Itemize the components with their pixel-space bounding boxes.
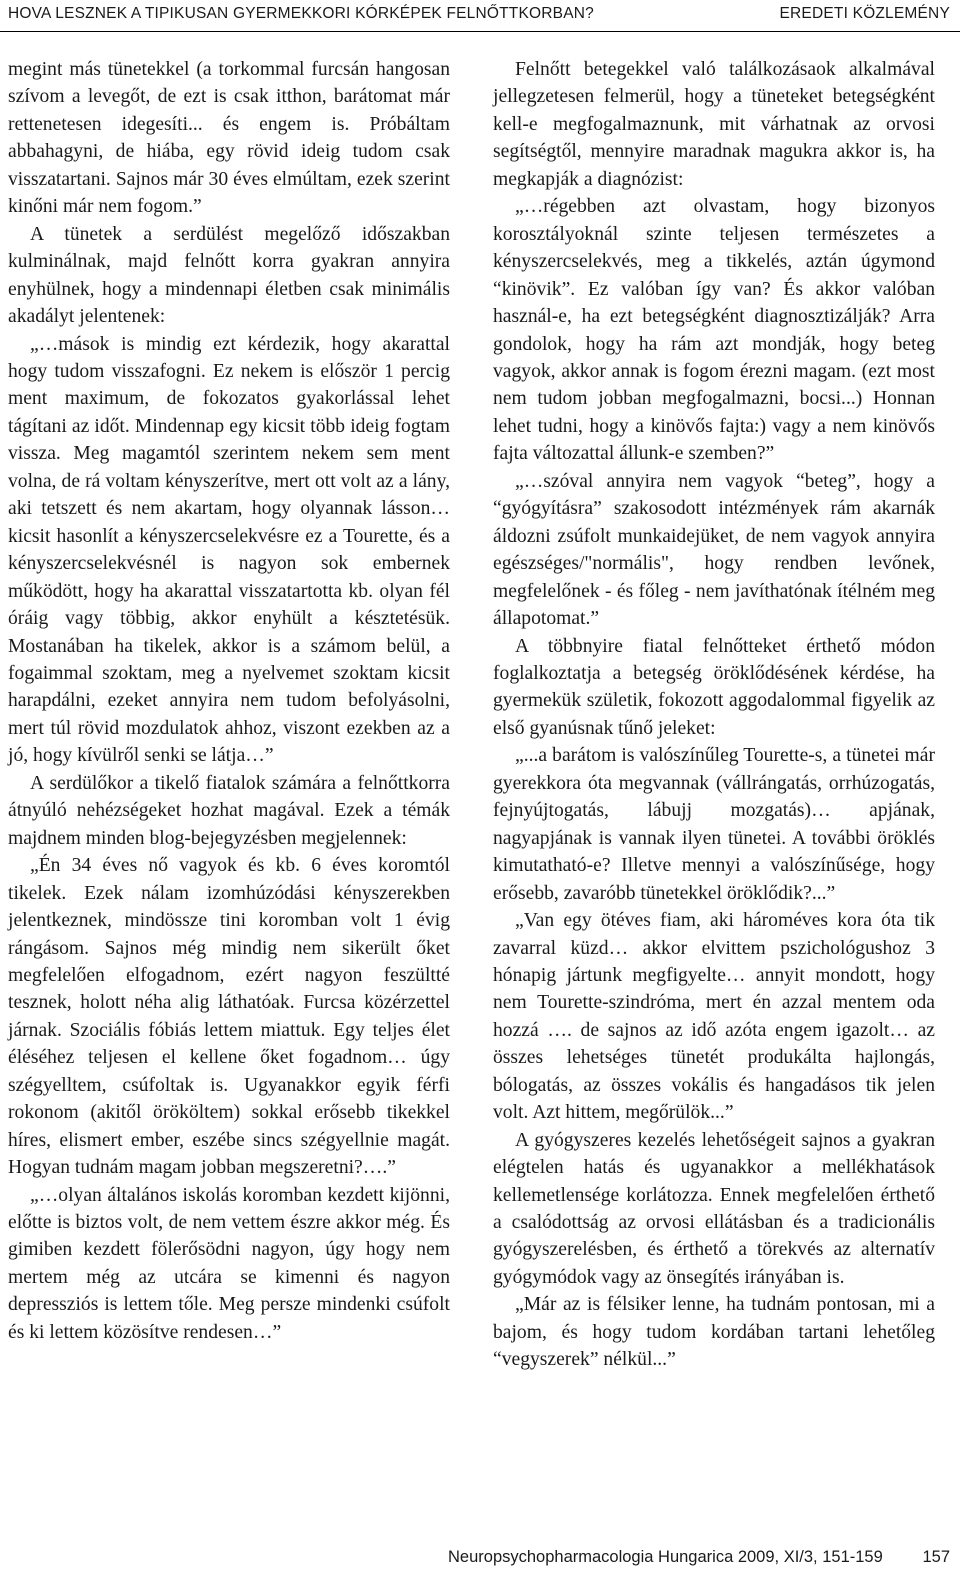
quote-paragraph: „…régebben azt olvastam, hogy bizonyos korosztályoknál szinte teljesen természetes a kényszercselekvés, meg a tikkelés, aztán úgymond “kinövik”. Ez valóban így van? És akkor valóban használ-e, ha ezt betegségként diagnosztizálják? Arra gondolok, hogy ha rám azt mondják, hogy beteg vagyok, akkor annak is fogom érezni magam. (ezt most nem tudom jobban megfogalmazni, bocsi...) Honnan lehet tudni, hogy a kinövős fajta:) vagy a nem kinövős fajta változattal állunk-e szemben?” [493, 196, 935, 465]
quote-paragraph: „Én 34 éves nő vagyok és kb. 6 éves koromtól tikelek. Ezek nálam izomhúzódási kényszerekben jelentkeznek, mindössze tini koromban volt 1 évig rángásom. Sajnos még mindig nem sikerült őket megfelelően elfogadnom, ezért nagyon feszültté tesznek, holott néha alig láthatóak. Furcsa közérzettel járnak. Szociális fóbiás lettem miattuk. Egy teljes élet éléséhez teljesen el kellene őket fogadnom… úgy szégyelltem, csúfoltak is. Ugyanakkor egyik férfi rokonom (akitől örököltem) sokkal erősebb tikekkel híres, elismert ember, eszébe sincs szégyellnie magát. Hogyan tudnám magam jobban megszeretni?….” [8, 855, 450, 1179]
paragraph: A gyógyszeres kezelés lehetőségeit sajnos a gyakran elégtelen hatás és ugyanakkor a mellékhatások kellemetlensége korlátozza. Ennek megfelelően érthető a csalódottság az orvosi ellátásban és a tradicionális gyógyszerelésben, és érthető a törekvés az alternatív gyógymódok vagy az önsegítés irányában is. [493, 1129, 935, 1288]
journal-citation: Neuropsychopharmacologia Hungarica 2009, XI/3, 151-159 [448, 1548, 883, 1566]
paragraph: A tünetek a serdülést megelőző időszakban kulminálnak, majd felnőtt korra gyakran annyira enyhülnek, hogy a mindennapi életben csak minimális akadályt jelentenek: [8, 223, 450, 328]
page-number: 157 [922, 1548, 950, 1566]
right-column [493, 56, 935, 1374]
running-title: HOVA LESZNEK A TIPIKUSAN GYERMEKKORI KÓRKÉPEK FELNŐTTKORBAN? [8, 5, 594, 22]
quote-paragraph: „Van egy ötéves fiam, aki hároméves kora óta tik zavarral küzd… akkor elvittem pszichológushoz 3 hónapig jártunk megfigyelte… annyit mondott, hogy nem Tourette-szindróma, mert én azzal mentem oda hozzá …. de sajnos az idő azóta engem igazolt… az összes lehetséges tünetét produkálta hajlongás, bólogatás, az összes vokális és hangadásos tik jelen volt. Azt hittem, megőrülök...” [493, 910, 935, 1124]
quote-paragraph: „...a barátom is valószínűleg Tourette-s, a tünetei már gyerekkora óta megvannak (vállrángatás, orrhúzogatás, fejnyújtogatás, lábujj mozgatás)… apjának, nagyapjának is vannak ilyen tünetei. A további öröklés kimutatható-e? Illetve mennyi a valószínűsége, hogy erősebb, zavaróbb tünetekkel öröklődik?...” [493, 745, 935, 904]
quote-paragraph: „…olyan általános iskolás koromban kezdett kijönni, előtte is biztos volt, de nem vettem észre akkor még. És gimiben kezdett fölerősödni nagyon, úgy hogy nem mertem még az utcára se kimenni és nagyon depressziós is lettem tőle. Meg persze mindenki csúfolt és ki lettem közösítve rendesen…” [8, 1184, 450, 1343]
paragraph: A serdülőkor a tikelő fiatalok számára a felnőttkorra átnyúló nehézségeket hozhat magával. Ezek a témák majdnem minden blog-bejegyzésben megjelennek: [8, 772, 450, 849]
left-column [8, 56, 450, 1346]
section-label: EREDETI KÖZLEMÉNY [779, 5, 950, 22]
paragraph: megint más tünetekkel (a torkommal furcsán hangosan szívom a levegőt, de ezt is csak itthon, barátomat már rettenetesen idegesíti... és engem is. Próbáltam abbahagyni, de hiába, egy rövid ideig tudom csak visszatartani. Sajnos már 30 éves elmúltam, ezek szerint kinőni már nem fogom.” [8, 59, 450, 218]
header-rule [0, 31, 960, 32]
paragraph: Felnőtt betegekkel való találkozásaok alkalmával jellegzetesen felmerül, hogy a tüneteket betegségként kell-e megfogalmaznunk, mit várhatnak az orvosi segítségtől, mennyire maradnak magukra akkor is, ha megkapják a diagnózist: [493, 59, 935, 190]
quote-paragraph: „Már az is félsiker lenne, ha tudnám pontosan, mi a bajom, és hogy tudom kordában tartani lehetőleg “vegyszerek” nélkül...” [493, 1294, 935, 1371]
quote-paragraph: „…szóval annyira nem vagyok “beteg”, hogy a “gyógyításra” szakosodott intézmények rám akarnák áldozni zsúfolt munkaidejüket, de nem vagyok annyira egészséges/"normális", hogy rendben levőnek, megfelelőnek - és főleg - nem javíthatónak ítélném meg állapotomat.” [493, 470, 935, 630]
running-header [0, 0, 960, 30]
paragraph: A többnyire fiatal felnőtteket érthető módon foglalkoztatja a betegség öröklődésének kérdése, ha gyermekük születik, fokozott aggodalommal figyelik az első gyanúsnak tűnő jeleket: [493, 635, 935, 739]
quote-paragraph: „…mások is mindig ezt kérdezik, hogy akarattal hogy tudom visszafogni. Ez nekem is először 1 percig ment maximum, de fokozatos gyakorlással lehet tágítani az időt. Mindennap egy kicsit több ideig fogtam vissza. Meg magamtól szerintem nekem sem ment volna, de rá voltam kényszerítve, mert ott volt az a lány, aki tetszett és nem akartam, hogy olyannak lásson… kicsit hasonlít a kényszercselekvésre ez a Tourette, és a kényszercselekvésnél is nagyon sok embernek működött, hogy ha akarattal visszatartotta kb. olyan fél óráig vagy többig, akkor enyhült a késztetésük. Mostanában ha tikelek, akkor is a számom belül, a fogaimmal szoktam, meg a nyelvemet szoktam kicsit harapdálni, ezeket annyira nem tudom befolyásolni, mert túl rövid mozdulatok ahhoz, viszont ezekben az a jó, hogy kívülről senki se látja…” [8, 333, 450, 767]
